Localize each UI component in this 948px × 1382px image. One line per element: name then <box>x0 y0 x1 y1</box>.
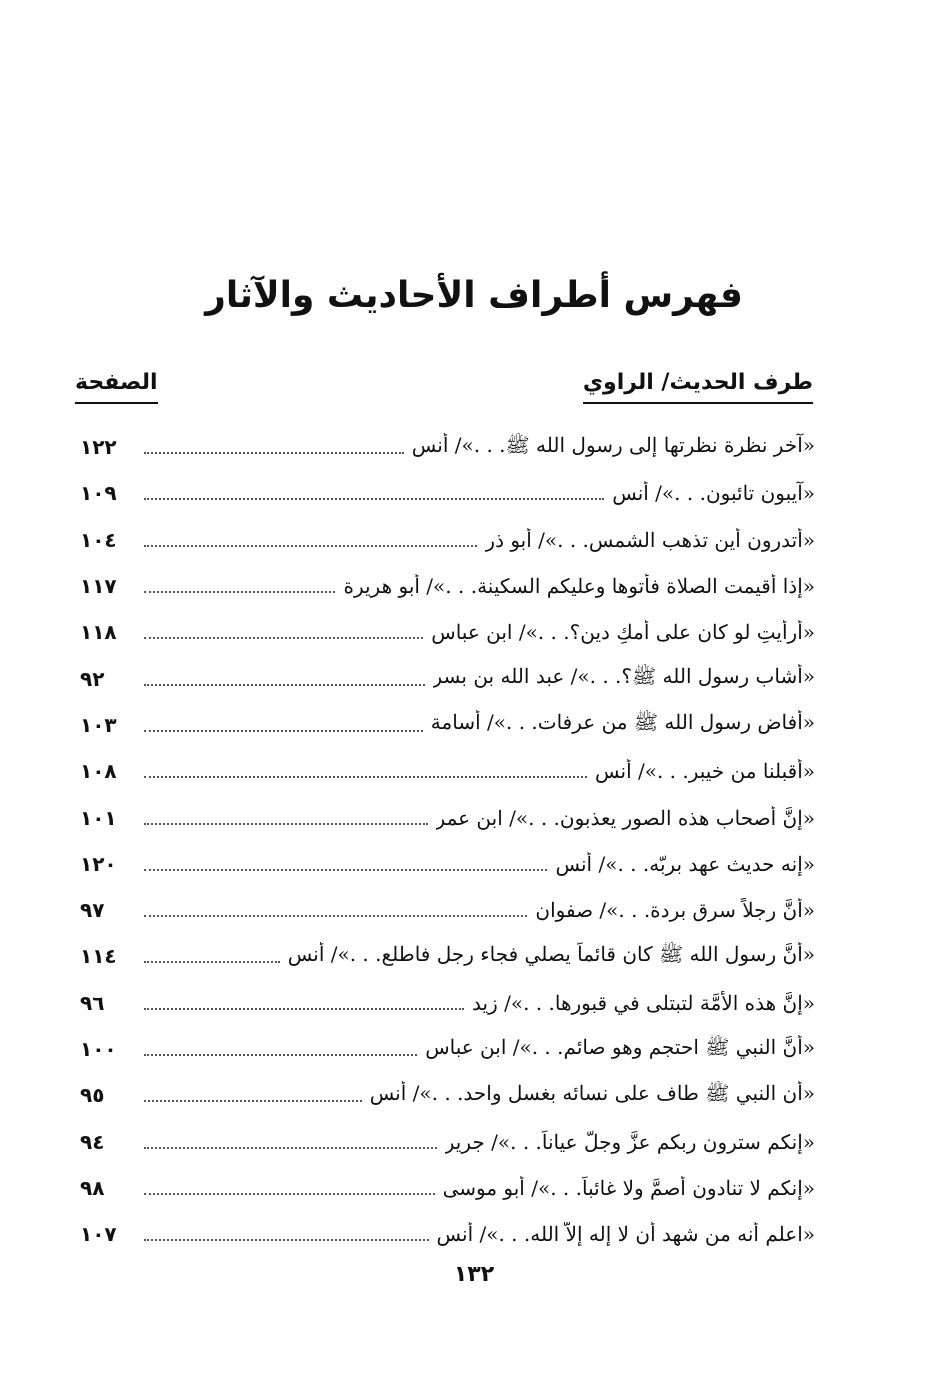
entry-page-number: ٩٤ <box>80 1129 105 1154</box>
entry-page-number: ١٢٢ <box>80 435 117 460</box>
column-header-page: الصفحة <box>75 366 158 404</box>
entry-page-number: ٩٦ <box>80 990 105 1015</box>
entry-page-number: ١٠٤ <box>80 527 117 552</box>
index-entry <box>70 655 815 701</box>
index-entry <box>70 1165 815 1211</box>
entry-page-number: ١٢٠ <box>80 851 117 876</box>
dot-leader <box>144 591 335 593</box>
page-number: ١٣٢ <box>453 1262 495 1287</box>
entry-text: «إنكم سترون ربكم عزَّ وجلّ عياناً. . .»/ جرير <box>444 1129 815 1154</box>
entry-page-number: ١٠٨ <box>80 759 117 784</box>
entry-text: «أفاض رسول الله ﷺ من عرفات. . .»/ أسامة <box>430 710 815 735</box>
index-entry <box>70 517 815 563</box>
index-entry <box>70 1211 815 1257</box>
entry-text: «أنَّ رجلاً سرق بردة. . .»/ صفوان <box>535 898 815 923</box>
entry-text: «اعلم أنه من شهد أن لا إله إلاّ الله. . .»/ أنس <box>436 1222 815 1247</box>
dot-leader <box>144 545 477 547</box>
dot-leader <box>144 1239 429 1241</box>
entry-page-number: ١٠٧ <box>80 1222 117 1247</box>
dot-leader <box>144 730 423 732</box>
dot-leader <box>144 869 547 871</box>
entry-text: «آيبون تائبون. . .»/ أنس <box>612 481 815 506</box>
entry-text: «أشاب رسول الله ﷺ؟. . .»/ عبد الله بن بسر <box>432 664 815 689</box>
index-list <box>70 424 815 1257</box>
entry-page-number: ١٠٩ <box>80 481 117 506</box>
index-entry <box>70 887 815 933</box>
index-entry <box>70 1026 815 1072</box>
dot-leader <box>144 637 423 639</box>
entry-page-number: ٩٢ <box>80 666 105 691</box>
index-entry <box>70 424 815 470</box>
page-title: فهرس أطراف الأحاديث والآثار <box>205 275 743 316</box>
dot-leader <box>144 452 404 454</box>
entry-page-number: ١١٨ <box>80 620 117 645</box>
entry-text: «إنه حديث عهد بربّه. . .»/ أنس <box>555 851 815 876</box>
entry-text: «أقبلنا من خيبر. . .»/ أنس <box>595 759 815 784</box>
index-entry <box>70 748 815 794</box>
index-entry <box>70 470 815 516</box>
entry-text: «إنَّ هذه الأمَّة لتبتلى في قبورها. . .»/ زيد <box>472 990 815 1015</box>
dot-leader <box>144 776 587 778</box>
dot-leader <box>144 1147 437 1149</box>
index-entry <box>70 1118 815 1164</box>
dot-leader <box>144 961 280 963</box>
dot-leader <box>144 684 425 686</box>
entry-text: «أن النبي ﷺ طاف على نسائه بغسل واحد. . .»/ أنس <box>369 1080 815 1105</box>
entry-page-number: ١٠١ <box>80 805 117 830</box>
index-entry <box>70 841 815 887</box>
dot-leader <box>144 823 428 825</box>
index-entry <box>70 702 815 748</box>
entry-text: «إذا أقيمت الصلاة فأتوها وعليكم السكينة. . .»/ أبو هريرة <box>343 574 815 599</box>
entry-page-number: ١١٧ <box>80 574 117 599</box>
entry-page-number: ١٠٣ <box>80 712 117 737</box>
index-entry <box>70 1072 815 1118</box>
dot-leader <box>144 1054 417 1056</box>
dot-leader <box>144 1100 362 1102</box>
index-entry <box>70 933 815 979</box>
entry-text: «أتدرون أين تذهب الشمس. . .»/ أبو ذر <box>485 527 815 552</box>
dot-leader <box>144 1008 464 1010</box>
dot-leader <box>144 1193 435 1195</box>
dot-leader <box>144 915 527 917</box>
index-entry <box>70 609 815 655</box>
entry-page-number: ١١٤ <box>80 944 117 969</box>
entry-text: «إنَّ أصحاب هذه الصور يعذبون. . .»/ ابن عمر <box>435 805 815 830</box>
entry-page-number: ٩٨ <box>80 1175 105 1200</box>
entry-page-number: ٩٥ <box>80 1083 105 1108</box>
entry-text: «إنكم لا تنادون أصمَّ ولا غائباً. . .»/ أبو موسى <box>442 1175 815 1200</box>
entry-text: «أنَّ رسول الله ﷺ كان قائماً يصلي فجاء رجل فاطلع. . .»/ أنس <box>287 941 815 966</box>
entry-page-number: ١٠٠ <box>80 1037 117 1061</box>
entry-text: «أرأيتِ لو كان على أمكِ دين؟. . .»/ ابن عباس <box>431 620 815 645</box>
dot-leader <box>144 498 604 500</box>
index-entry <box>70 794 815 840</box>
index-entry <box>70 563 815 609</box>
column-header-entry: طرف الحديث/ الراوي <box>583 366 813 404</box>
entry-text: «آخر نظرة نظرتها إلى رسول الله ﷺ. . .»/ أنس <box>411 432 815 457</box>
entry-text: «أنَّ النبي ﷺ احتجم وهو صائم. . .»/ ابن عباس <box>425 1034 815 1059</box>
index-entry <box>70 980 815 1026</box>
entry-page-number: ٩٧ <box>80 898 105 923</box>
